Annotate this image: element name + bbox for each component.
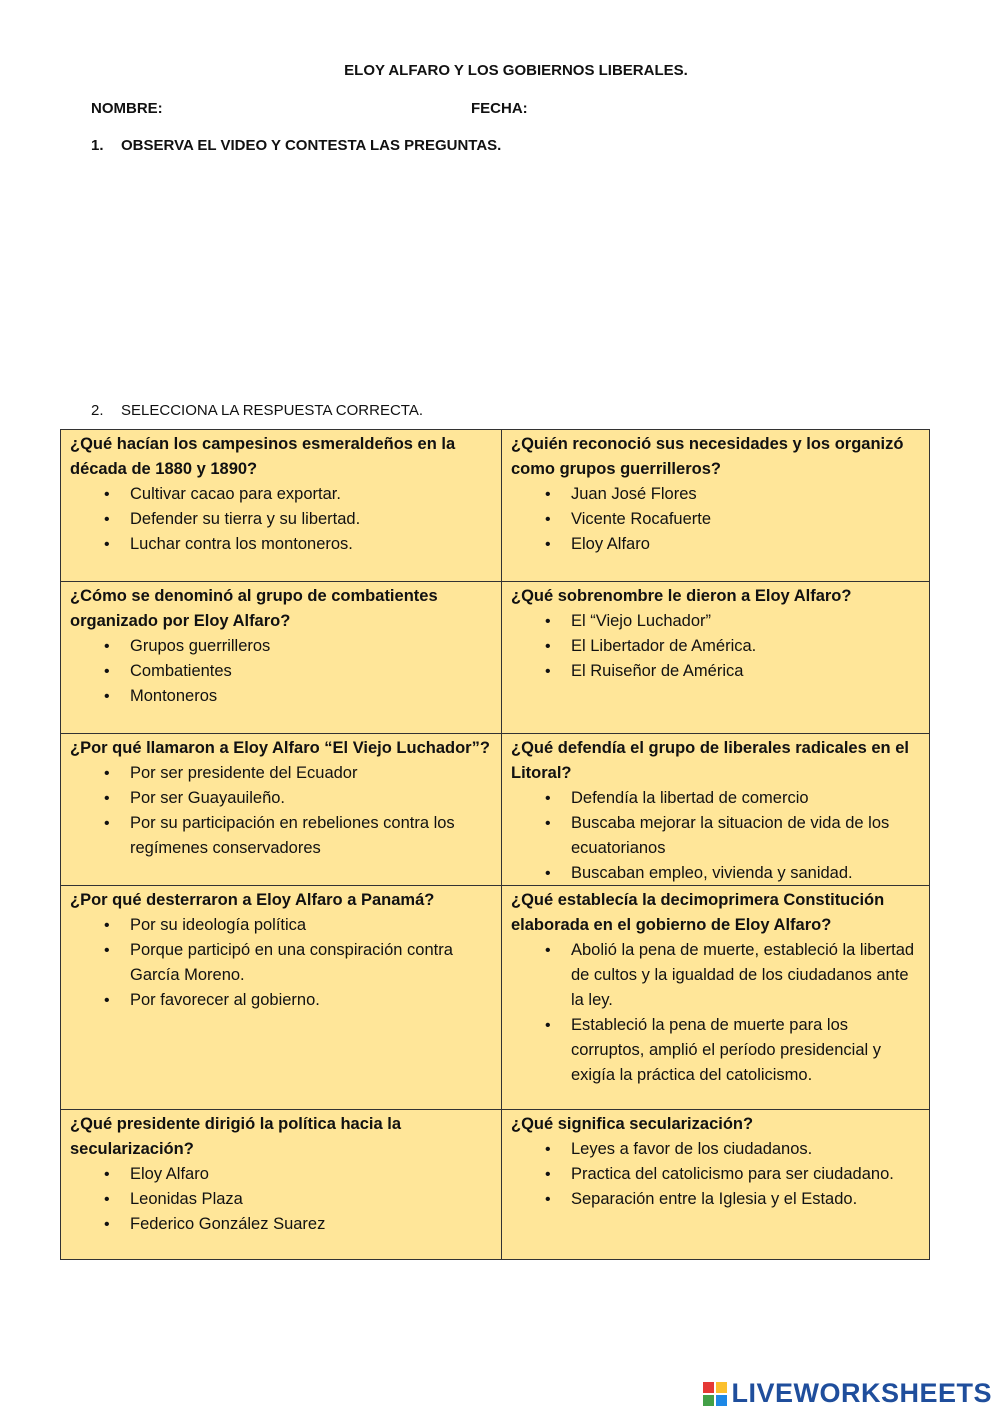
answer-option[interactable]: • El Libertador de América. [571, 634, 919, 659]
answer-option[interactable]: • Grupos guerrilleros [130, 634, 491, 659]
answer-option[interactable]: • Eloy Alfaro [571, 532, 919, 557]
logo-mark-icon [703, 1382, 727, 1406]
answer-option[interactable]: • Practica del catolicismo para ser ciudadano. [571, 1162, 919, 1187]
instruction-1 [91, 137, 501, 154]
question-grid [60, 429, 930, 1260]
instruction-number: 1. [91, 137, 104, 154]
answer-option[interactable]: • Abolió la pena de muerte, estableció la libertad de cultos y la igualdad de los ciudadanos ante la ley. [571, 938, 919, 1013]
question-cell-1 [61, 430, 502, 581]
date-label: FECHA: [471, 100, 528, 117]
question-text: ¿Quién reconoció sus necesidades y los organizó como grupos guerrilleros? [511, 435, 904, 478]
logo-text: LIVEWORKSHEETS [731, 1378, 992, 1408]
options-list [511, 938, 919, 1088]
answer-option[interactable]: • Por su ideología política [130, 913, 491, 938]
answer-option[interactable]: • Por favorecer al gobierno. [130, 988, 491, 1013]
question-text: ¿Qué sobrenombre le dieron a Eloy Alfaro? [511, 587, 852, 605]
question-text: ¿Por qué llamaron a Eloy Alfaro “El Viejo Luchador”? [70, 739, 490, 757]
question-text: ¿Qué establecía la decimoprimera Constitución elaborada en el gobierno de Eloy Alfaro? [511, 891, 885, 934]
answer-option[interactable]: • Combatientes [130, 659, 491, 684]
instruction-text: SELECCIONA LA RESPUESTA CORRECTA. [121, 402, 424, 419]
answer-option[interactable]: • El “Viejo Luchador” [571, 609, 919, 634]
options-list [70, 913, 491, 1013]
question-cell-8 [502, 885, 929, 1109]
worksheet-title: ELOY ALFARO Y LOS GOBIERNOS LIBERALES. [344, 62, 688, 79]
answer-option[interactable]: • Por ser Guayauileño. [130, 786, 491, 811]
answer-option[interactable]: • Porque participó en una conspiración contra García Moreno. [130, 938, 491, 988]
options-list [511, 482, 919, 557]
options-list [70, 634, 491, 709]
question-cell-5 [61, 733, 502, 885]
options-list [70, 761, 491, 861]
question-cell-2 [502, 430, 929, 581]
answer-option[interactable]: • Luchar contra los montoneros. [130, 532, 491, 557]
options-list [70, 1162, 491, 1237]
answer-option[interactable]: • Montoneros [130, 684, 491, 709]
answer-option[interactable]: • Por ser presidente del Ecuador [130, 761, 491, 786]
answer-option[interactable]: • Vicente Rocafuerte [571, 507, 919, 532]
answer-option[interactable]: • Separación entre la Iglesia y el Estado. [571, 1187, 919, 1212]
instruction-2 [91, 402, 423, 419]
options-list [511, 609, 919, 684]
question-text: ¿Cómo se denominó al grupo de combatientes organizado por Eloy Alfaro? [70, 587, 438, 630]
answer-option[interactable]: • Eloy Alfaro [130, 1162, 491, 1187]
instruction-number: 2. [91, 402, 104, 419]
answer-option[interactable]: • Leonidas Plaza [130, 1187, 491, 1212]
options-list [70, 482, 491, 557]
options-list [511, 1137, 919, 1212]
answer-option[interactable]: • Federico González Suarez [130, 1212, 491, 1237]
question-cell-3 [61, 581, 502, 733]
name-label: NOMBRE: [91, 100, 163, 117]
answer-option[interactable]: • Defendía la libertad de comercio [571, 786, 919, 811]
answer-option[interactable]: • El Ruiseñor de América [571, 659, 919, 684]
question-cell-7 [61, 885, 502, 1109]
answer-option[interactable]: • Por su participación en rebeliones contra los regímenes conservadores [130, 811, 491, 861]
question-text: ¿Por qué desterraron a Eloy Alfaro a Panamá? [70, 891, 435, 909]
question-cell-4 [502, 581, 929, 733]
answer-option[interactable]: • Juan José Flores [571, 482, 919, 507]
answer-option[interactable]: • Buscaba mejorar la situacion de vida de los ecuatorianos [571, 811, 919, 861]
answer-option[interactable]: • Buscaban empleo, vivienda y sanidad. [571, 861, 919, 885]
question-text: ¿Qué presidente dirigió la política hacia la secularización? [70, 1115, 401, 1158]
question-cell-9 [61, 1109, 502, 1259]
answer-option[interactable]: • Defender su tierra y su libertad. [130, 507, 491, 532]
question-text: ¿Qué significa secularización? [511, 1115, 754, 1133]
answer-option[interactable]: • Estableció la pena de muerte para los corruptos, amplió el período presidencial y exigía la práctica del catolicismo. [571, 1013, 919, 1088]
liveworksheets-logo[interactable] [703, 1378, 992, 1409]
instruction-text: OBSERVA EL VIDEO Y CONTESTA LAS PREGUNTAS. [121, 137, 502, 154]
question-text: ¿Qué defendía el grupo de liberales radicales en el Litoral? [511, 739, 909, 782]
answer-option[interactable]: • Cultivar cacao para exportar. [130, 482, 491, 507]
options-list [511, 786, 919, 885]
question-cell-10 [502, 1109, 929, 1259]
question-cell-6 [502, 733, 929, 885]
question-text: ¿Qué hacían los campesinos esmeraldeños en la década de 1880 y 1890? [70, 435, 456, 478]
answer-option[interactable]: • Leyes a favor de los ciudadanos. [571, 1137, 919, 1162]
